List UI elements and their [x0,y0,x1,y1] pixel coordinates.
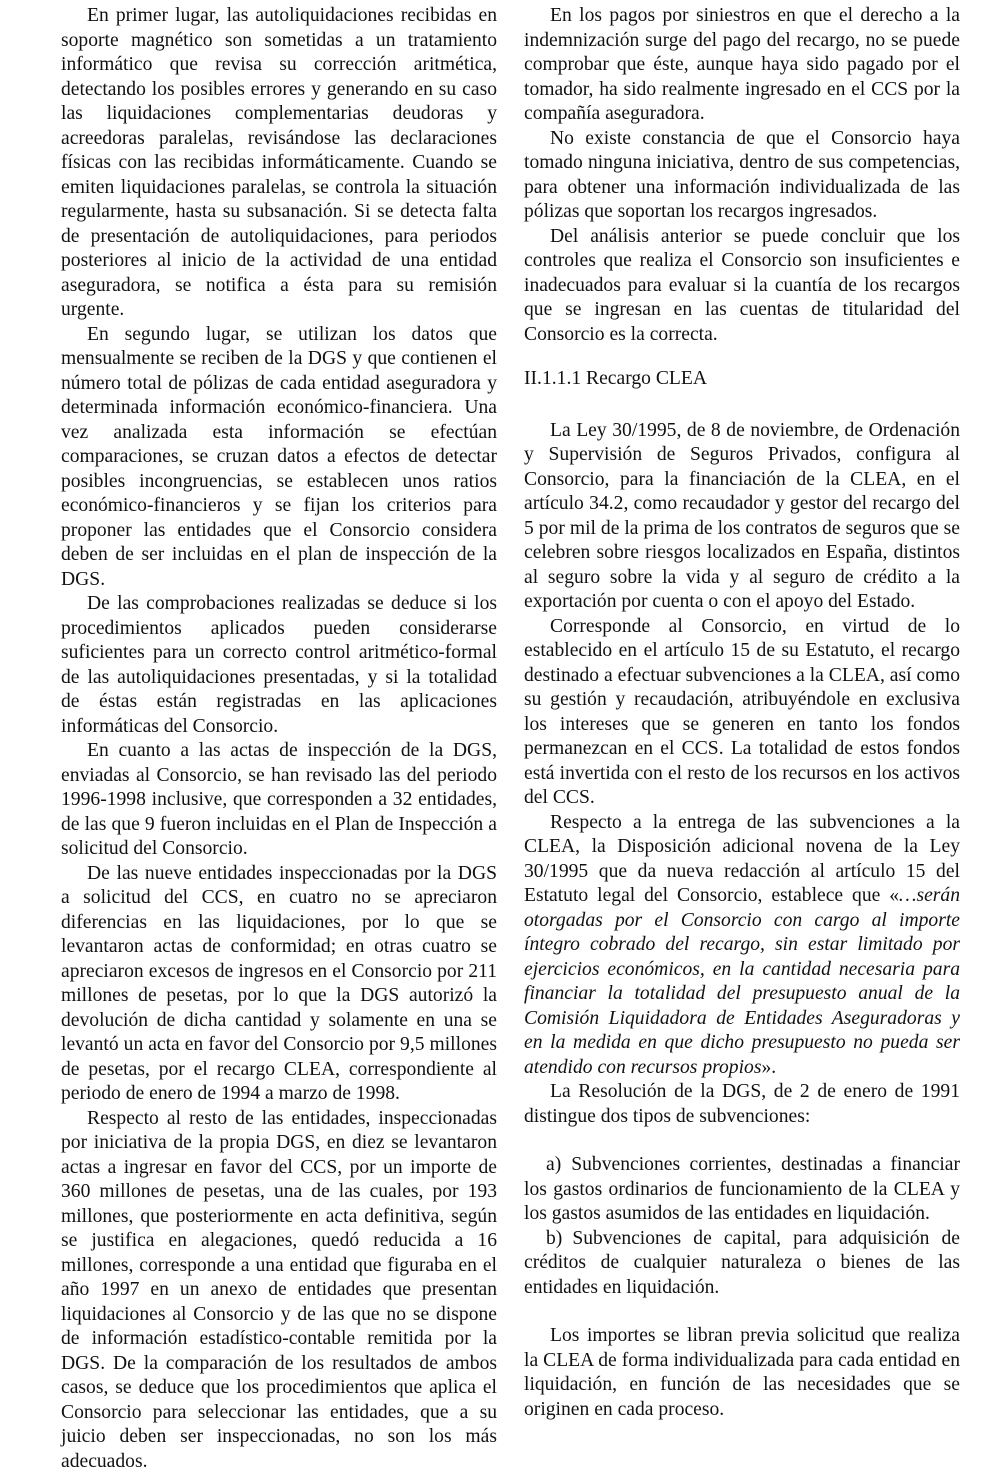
section-heading: II.1.1.1 Recargo CLEA [524,368,708,389]
paragraph: No existe constancia de que el Consorcio haya tomado ninguna iniciativa, dentro de sus competencias, para obtener una información individualizada de las pólizas que soportan los recargos ingresados. [524,127,960,222]
list-item-label: a) [546,1154,562,1175]
list-item [524,1227,960,1301]
paragraph: Respecto al resto de las entidades, inspeccionadas por iniciativa de la propia DGS, en diez se levantaron actas a ingresar en favor del CCS, por un importe de 360 millones de pesetas, una de las cuales, por 193 millones, que posteriormente en acta definitiva, según se justifica en alegaciones, quedó reducida a 16 millones, corresponde a una entidad que figuraba en el año 1997 en un anexo de entidades que presentan liquidaciones al Consorcio y de las que no se dispone de información estadístico-contable remitida por la DGS. De la comparación de los resultados de ambos casos, se deduce que los procedimientos que aplica el Consorcio para seleccionar las entidades, que a su juicio deben ser inspeccionadas, no son los más adecuados. [61,1107,497,1472]
list-item [524,1153,960,1227]
paragraph: Los importes se libran previa solicitud que realiza la CLEA de forma individualizada para cada entidad en liquidación, en función de las necesidades que se originen en cada proceso. [524,1325,960,1420]
list-item-text: Subvenciones corrientes, destinadas a financiar los gastos ordinarios de funcionamiento de la CLEA y los gastos asumidos de las entidades en liquidación. [524,1154,960,1224]
left-column [61,4,497,1474]
paragraph: De las comprobaciones realizadas se deduce si los procedimientos aplicados pueden considerarse suficientes para un correcto control aritmético-formal de las autoliquidaciones presentadas, y si la totalidad de éstas están registradas en las aplicaciones informáticas del Consorcio. [61,593,497,737]
right-column [524,4,960,1422]
paragraph: En primer lugar, las autoliquidaciones recibidas en soporte magnético son sometidas a un tratamiento informático que revisa su corrección aritmética, detectando los posibles errores y generando en su caso las liquidaciones complementarias deudoras y acreedoras paralelas, revisándose las declaraciones físicas con las recibidas informáticamente. Cuando se emiten liquidaciones paralelas, se controla la situación regularmente, hasta su subsanación. Si se detecta falta de presentación de autoliquidaciones, para periodos posteriores al inicio de la actividad de una entidad aseguradora, se notifica a ésta para su remisión urgente. [61,5,497,320]
paragraph: La Ley 30/1995, de 8 de noviembre, de Ordenación y Supervisión de Seguros Privados, configura al Consorcio, para la financiación de la CLEA, en el artículo 34.2, como recaudador y gestor del recargo del 5 por mil de la prima de los contratos de seguros que se celebren sobre riesgos localizados en España, distintos al seguro sobre la vida y al seguro de crédito a la exportación por cuenta o con el apoyo del Estado. [524,419,960,612]
list-item-label: b) [546,1227,563,1249]
paragraph: En cuanto a las actas de inspección de la DGS, enviadas al Consorcio, se han revisado las del periodo 1996-1998 inclusive, que corresponden a 32 entidades, de las que 9 fueron incluidas en el Plan de Inspección a solicitud del Consorcio. [61,740,497,859]
quote-italic: …serán otorgadas por el Consorcio con cargo al importe íntegro cobrado del recargo, sin estar limitado por ejercicios económicos, en la cantidad necesaria para financiar la totalidad del presupuesto anual de la Comisión Liquidadora de Entidades Aseguradoras y en la medida en que dicho presupuesto no pueda ser atendido con recursos propios [524,885,960,1078]
quote-lead: Respecto a la entrega de las subvenciones a la CLEA, la Disposición adicional novena de la Ley 30/1995 que da nueva redacción al artículo 15 del Estatuto legal del Consorcio, establece que « [524,811,960,906]
paragraph: En segundo lugar, se utilizan los datos que mensualmente se reciben de la DGS y que contienen el número total de pólizas de cada entidad aseguradora y determinada información económico-financiera. Una vez analizada esta información se efectúan comparaciones, se cruzan datos a efectos de detectar posibles incongruencias, se establecen unos ratios económico-financieros y se fijan los criterios para proponer las entidades que el Consorcio considera deben de ser incluidas en el plan de inspección de la DGS. [61,323,497,590]
list-item-text: Subvenciones de capital, para adquisición de créditos de cualquier naturaleza o bienes de las entidades en liquidación. [524,1227,960,1298]
paragraph: Corresponde al Consorcio, en virtud de lo establecido en el artículo 15 de su Estatuto, el recargo destinado a efectuar subvenciones a la CLEA, así como su gestión y recaudación, atribuyéndole en exclusiva los intereses que se generen en tanto los fondos permanezcan en el CCS. La totalidad de estos fondos está invertida con el resto de los recursos en los activos del CCS. [524,615,960,808]
paragraph: En los pagos por siniestros en que el derecho a la indemnización surge del pago del recargo, no se puede comprobar que éste, aunque haya sido pagado por el tomador, ha sido realmente ingresado en el CCS por la compañía aseguradora. [524,5,960,124]
paragraph: De las nueve entidades inspeccionadas por la DGS a solicitud del CCS, en cuatro no se apreciaron diferencias en las liquidaciones, por lo que se levantaron actas de conformidad; en otras cuatro se apreciaron excesos de ingresos en el Consorcio por 211 millones de pesetas, por lo que la DGS autorizó la devolución de dicha cantidad y solamente en una se levantó un acta en favor del Consorcio por 9,5 millones de pesetas, por el recargo CLEA, correspondiente al periodo de enero de 1994 a marzo de 1998. [61,862,497,1104]
quote-tail: ». [761,1056,777,1078]
paragraph: La Resolución de la DGS, de 2 de enero de 1991 distingue dos tipos de subvenciones: [524,1081,960,1127]
quote-paragraph [524,811,960,1081]
paragraph: Del análisis anterior se puede concluir que los controles que realiza el Consorcio son insuficientes e inadecuados para evaluar si la cuantía de los recargos que se ingresan en las cuentas de titularidad del Consorcio es la correcta. [524,225,960,345]
